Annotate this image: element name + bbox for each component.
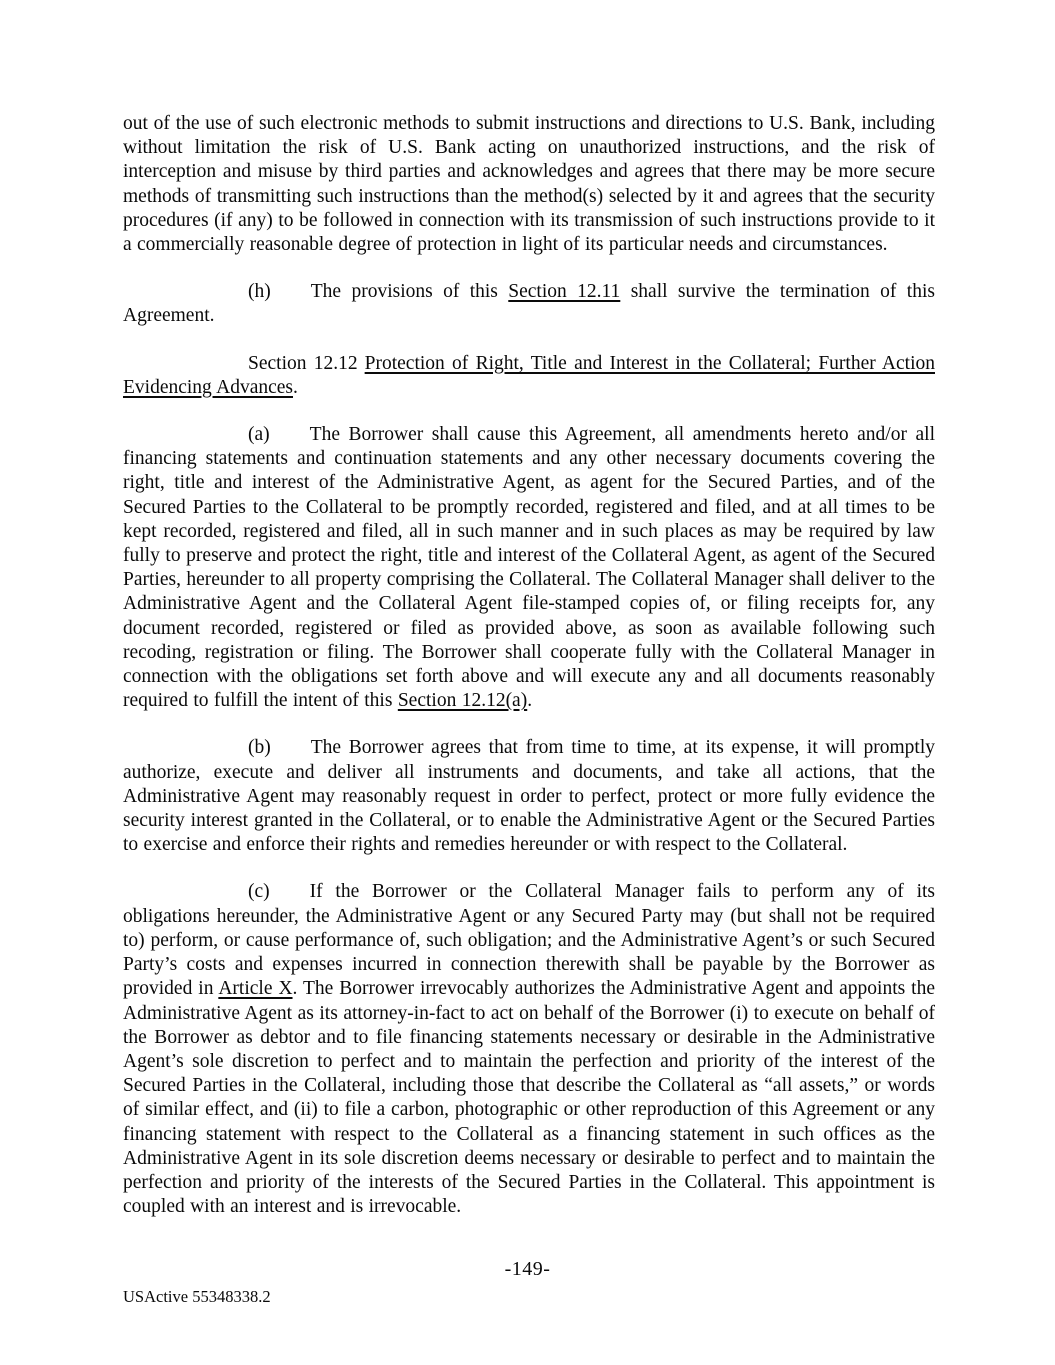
page-number: -149- xyxy=(504,1258,551,1280)
paragraph-c xyxy=(123,880,935,1219)
paragraph-a-text: The Borrower shall cause this Agreement, all amendments hereto and/or all financing statements and continuation statements and any other necessary documents covering the right, title and interest of the Administrative Agent, as agent for the Secured Parties, and of the Secured Parties to the Collateral to be promptly recorded, registered and filed, and at all times to be kept recorded, registered and filed, all in such manner and in such places as may be required by law fully to preserve and protect the right, title and interest of the Collateral Agent, as agent of the Secured Parties, hereunder to all property comprising the Collateral. The Collateral Manager shall deliver to the Administrative Agent and the Collateral Agent file-stamped copies of, or filing receipts for, any document recorded, registered or filed as provided above, as soon as available following such recoding, registration or filing. The Borrower shall cooperate fully with the Collateral Manager in connection with the obligations set forth above and will execute any and all documents reasonably required to fulfill the intent of this xyxy=(123,424,935,712)
paragraph-b-label: (b) xyxy=(248,737,271,759)
section-12-12-title: Protection of Right, Title and Interest in the Collateral; Further Action Evidencing Advances xyxy=(123,352,935,398)
paragraph-c-text: If the Borrower or the Collateral Manager fails to perform any of its obligations hereunder, the Administrative Agent or any Secured Party may (but shall not be required to) perform, or cause performance of, such obligation; and the Administrative Agent’s or such Secured Party’s costs and expenses incurred in connection therewith shall be payable by the Borrower as provided in xyxy=(123,881,935,1000)
section-12-12-label: Section 12.12 xyxy=(248,352,358,374)
paragraph-b xyxy=(123,736,935,857)
paragraph-a xyxy=(123,423,935,713)
section-12-11-reference: Section 12.11 xyxy=(508,281,621,303)
paragraph-a-text-after: . xyxy=(527,690,533,712)
continuation-paragraph-text: out of the use of such electronic methods to submit instructions and directions to U.S. Bank, including without limitation the risk of U.S. Bank acting on unauthorized instructions, and the risk of interception and misuse by third parties and acknowledges and agrees that there may be more secure methods of transmitting such instructions than the method(s) selected by it and agrees that the security procedures (if any) to be followed in connection with its transmission of such instructions provide to it a commercially reasonable degree of protection in light of its particular needs and circumstances. xyxy=(123,113,935,256)
section-12-12a-reference: Section 12.12(a) xyxy=(397,690,528,712)
paragraph-h xyxy=(123,280,935,328)
paragraph-a-label: (a) xyxy=(248,424,270,446)
continuation-paragraph xyxy=(123,112,935,257)
paragraph-h-text: The provisions of this xyxy=(310,281,509,303)
article-x-reference: Article X xyxy=(218,978,293,1000)
paragraph-c-label: (c) xyxy=(248,881,270,903)
paragraph-h-label: (h) xyxy=(248,281,271,303)
document-body xyxy=(123,112,935,1219)
footer-doc-id: USActive 55348338.2 xyxy=(123,1287,271,1306)
section-12-12-heading xyxy=(123,352,935,400)
paragraph-c-text-after: . The Borrower irrevocably authorizes the Administrative Agent and appoints the Administrative Agent as its attorney-in-fact to act on behalf of the Borrower (i) to execute on behalf of the Borrower as debtor and to file financing statements necessary or desirable in the Administrative Agent’s sole discretion to perfect and to maintain the perfection and priority of the interest of the Secured Parties in the Collateral, including those that describe the Collateral as “all assets,” or words of similar effect, and (ii) to file a carbon, photographic or other reproduction of this Agreement or any financing statement with respect to the Collateral as a financing statement in such offices as the Administrative Agent in its sole discretion deems necessary or desirable to perfect and to maintain the perfection and priority of the interests of the Secured Parties in the Collateral. This appointment is coupled with an interest and is irrevocable. xyxy=(123,978,935,1218)
section-12-12-period: . xyxy=(293,376,298,398)
paragraph-b-text: The Borrower agrees that from time to time, at its expense, it will promptly authorize, execute and deliver all instruments and documents, and take all actions, that the Administrative Agent may reasonably request in order to perfect, protect or more fully evidence the security interest granted in the Collateral, or to enable the Administrative Agent or the Secured Parties to exercise and enforce their rights and remedies hereunder or with respect to the Collateral. xyxy=(123,737,935,856)
paragraph-h-text-after: shall survive the termination of this Agreement. xyxy=(123,281,935,327)
